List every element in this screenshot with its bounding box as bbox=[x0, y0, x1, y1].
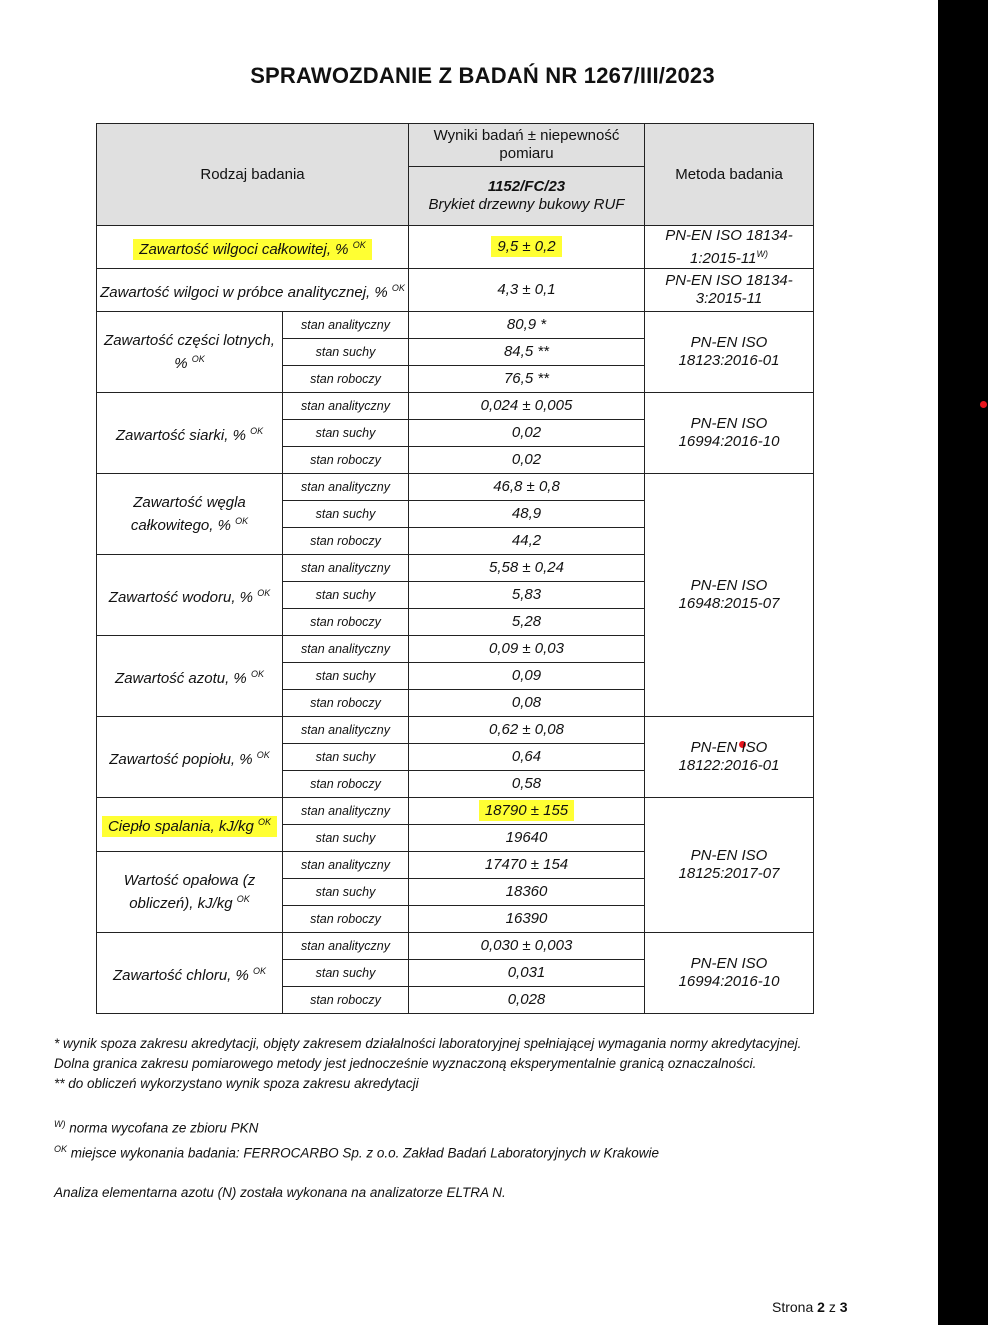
row-value: 0,64 bbox=[409, 744, 645, 771]
state-label: stan analityczny bbox=[283, 393, 409, 420]
table-row bbox=[97, 226, 814, 269]
row-label: Zawartość chloru, % $^{OK}$ bbox=[97, 933, 283, 1014]
row-method: PN-EN ISO 16994:2016-10 bbox=[645, 393, 814, 474]
footnote-w: $^{W)}$ norma wycofana ze zbioru PKN bbox=[54, 1119, 259, 1136]
row-label: Zawartość popiołu, % $^{OK}$ bbox=[97, 717, 283, 798]
row-value: 0,028 bbox=[409, 987, 645, 1014]
state-label: stan roboczy bbox=[283, 987, 409, 1014]
state-label: stan analityczny bbox=[283, 798, 409, 825]
footnote-2: Dolna granica zakresu pomiarowego metody jest jednocześnie wyznaczoną eksperymentalnie granicą oznaczalności. bbox=[54, 1056, 757, 1071]
row-value: 0,62 ± 0,08 bbox=[409, 717, 645, 744]
row-value: 5,28 bbox=[409, 609, 645, 636]
state-label: stan suchy bbox=[283, 339, 409, 366]
row-label: Zawartość siarki, % $^{OK}$ bbox=[97, 393, 283, 474]
row-value: 0,030 ± 0,003 bbox=[409, 933, 645, 960]
row-value: 80,9 * bbox=[409, 312, 645, 339]
table-row bbox=[97, 717, 814, 744]
state-label: stan roboczy bbox=[283, 528, 409, 555]
results-table bbox=[96, 123, 814, 1014]
row-value: 0,02 bbox=[409, 420, 645, 447]
state-label: stan suchy bbox=[283, 663, 409, 690]
state-label: stan roboczy bbox=[283, 906, 409, 933]
footnote-3: ** do obliczeń wykorzystano wynik spoza zakresu akredytacji bbox=[54, 1076, 419, 1091]
header-method: Metoda badania bbox=[645, 124, 814, 226]
header-test-type: Rodzaj badania bbox=[97, 124, 409, 226]
row-label: Zawartość wilgoci w próbce analitycznej, % $^{OK}$ bbox=[97, 269, 409, 312]
row-value: 16390 bbox=[409, 906, 645, 933]
row-value: 0,024 ± 0,005 bbox=[409, 393, 645, 420]
table-row bbox=[97, 474, 814, 501]
row-label: Zawartość azotu, % $^{OK}$ bbox=[97, 636, 283, 717]
row-value: 44,2 bbox=[409, 528, 645, 555]
state-label: stan roboczy bbox=[283, 366, 409, 393]
row-method: PN-EN ISO $18134-1:2015-11^{W)}$ bbox=[645, 226, 814, 269]
footnotes bbox=[54, 1034, 834, 1203]
row-method: PN-EN ISO 18123:2016-01 bbox=[645, 312, 814, 393]
row-value: 0,09 bbox=[409, 663, 645, 690]
header-results: Wyniki badań ± niepewność pomiaru bbox=[409, 124, 645, 167]
right-black-bar bbox=[938, 0, 988, 1325]
row-label: Zawartość części lotnych, % $^{OK}$ bbox=[97, 312, 283, 393]
row-value: 19640 bbox=[409, 825, 645, 852]
state-label: stan suchy bbox=[283, 744, 409, 771]
footnote-1: * wynik spoza zakresu akredytacji, objęty zakresem działalności laboratoryjnej spełniającej wymagania normy akredytacyjnej. bbox=[54, 1036, 802, 1051]
row-value: 0,09 ± 0,03 bbox=[409, 636, 645, 663]
footnote-nitrogen: Analiza elementarna azotu (N) została wykonana na analizatorze ELTRA N. bbox=[54, 1185, 506, 1200]
row-label: Ciepło spalania, kJ/kg $^{OK}$ bbox=[97, 798, 283, 852]
row-value: 4,3 ± 0,1 bbox=[409, 269, 645, 312]
row-value: 84,5 ** bbox=[409, 339, 645, 366]
state-label: stan analityczny bbox=[283, 717, 409, 744]
table-row bbox=[97, 312, 814, 339]
row-method: PN-EN ISO 18125:2017-07 bbox=[645, 798, 814, 933]
state-label: stan suchy bbox=[283, 879, 409, 906]
state-label: stan roboczy bbox=[283, 447, 409, 474]
header-sample bbox=[409, 167, 645, 226]
state-label: stan suchy bbox=[283, 582, 409, 609]
sample-name: Brykiet drzewny bukowy RUF bbox=[428, 196, 625, 213]
header-row bbox=[97, 124, 814, 167]
row-label: Zawartość wilgoci całkowitej, % $^{OK}$ bbox=[97, 226, 409, 269]
row-label: Zawartość wodoru, % $^{OK}$ bbox=[97, 555, 283, 636]
state-label: stan analityczny bbox=[283, 636, 409, 663]
row-value: 46,8 ± 0,8 bbox=[409, 474, 645, 501]
state-label: stan analityczny bbox=[283, 555, 409, 582]
footnote-ok: $^{OK}$ miejsce wykonania badania: FERROCARBO Sp. z o.o. Zakład Badań Laboratoryjnych w Krakowie bbox=[54, 1143, 660, 1160]
row-method: PN-EN ISO 16994:2016-10 bbox=[645, 933, 814, 1014]
row-value: 18790 ± 155 bbox=[409, 798, 645, 825]
row-value: 5,83 bbox=[409, 582, 645, 609]
state-label: stan suchy bbox=[283, 825, 409, 852]
state-label: stan analityczny bbox=[283, 933, 409, 960]
row-value: 76,5 ** bbox=[409, 366, 645, 393]
row-value: 0,031 bbox=[409, 960, 645, 987]
row-value: 0,58 bbox=[409, 771, 645, 798]
row-value: 18360 bbox=[409, 879, 645, 906]
state-label: stan analityczny bbox=[283, 852, 409, 879]
row-label: Zawartość węgla całkowitego, % $^{OK}$ bbox=[97, 474, 283, 555]
page-number: Strona 2 z 3 bbox=[772, 1299, 848, 1315]
row-value: 9,5 ± 0,2 bbox=[409, 226, 645, 269]
state-label: stan roboczy bbox=[283, 609, 409, 636]
row-method: PN-EN ISO 18122:2016-01 bbox=[645, 717, 814, 798]
row-value: 48,9 bbox=[409, 501, 645, 528]
row-value: 0,02 bbox=[409, 447, 645, 474]
report-title: SPRAWOZDANIE Z BADAŃ NR 1267/III/2023 bbox=[250, 63, 715, 88]
table-row bbox=[97, 933, 814, 960]
sample-id: 1152/FC/23 bbox=[487, 178, 566, 195]
row-method: PN-EN ISO 16948:2015-07 bbox=[645, 474, 814, 717]
table-row bbox=[97, 393, 814, 420]
state-label: stan roboczy bbox=[283, 771, 409, 798]
state-label: stan suchy bbox=[283, 960, 409, 987]
red-dot-marker bbox=[980, 401, 987, 408]
row-method: PN-EN ISO 18134-3:2015-11 bbox=[645, 269, 814, 312]
state-label: stan suchy bbox=[283, 420, 409, 447]
row-value: 0,08 bbox=[409, 690, 645, 717]
state-label: stan analityczny bbox=[283, 312, 409, 339]
state-label: stan suchy bbox=[283, 501, 409, 528]
row-value: 17470 ± 154 bbox=[409, 852, 645, 879]
table-row bbox=[97, 269, 814, 312]
row-label: Wartość opałowa (z obliczeń), kJ/kg $^{OK}$ bbox=[97, 852, 283, 933]
state-label: stan roboczy bbox=[283, 690, 409, 717]
state-label: stan analityczny bbox=[283, 474, 409, 501]
table-row bbox=[97, 798, 814, 825]
row-value: 5,58 ± 0,24 bbox=[409, 555, 645, 582]
